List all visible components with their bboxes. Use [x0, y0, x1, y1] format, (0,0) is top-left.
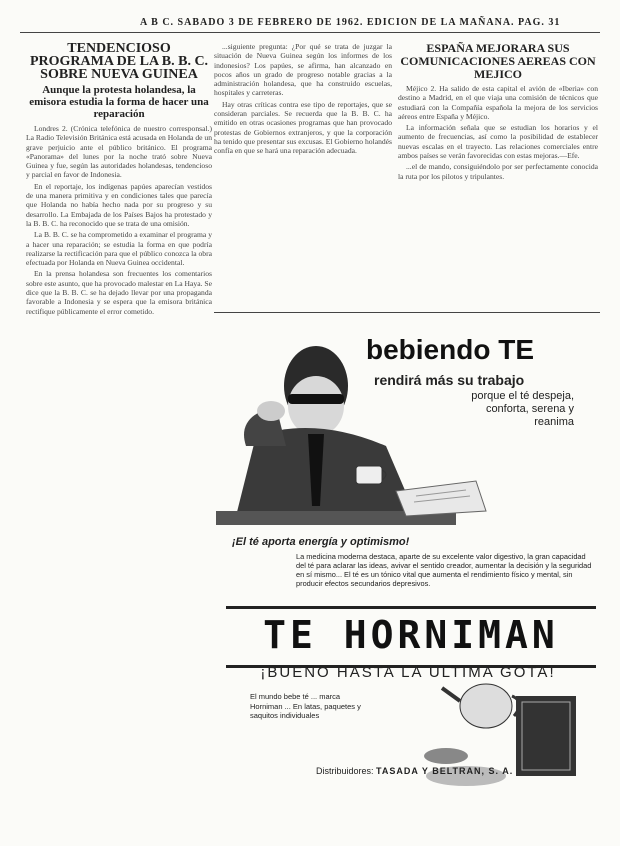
masthead-text: A B C. SABADO 3 DE FEBRERO DE 1962. EDICION DE LA MAÑANA. PAG. 31 [140, 17, 561, 28]
ad-description: La medicina moderna destaca, aparte de su excelente valor digestivo, la gran capacidad del té para aclarar las ideas, avivar el sentido creador, aumentar la decisión y la seguridad en sí mismo... El té es un tónico vital que aumenta el rendimiento físico y mental, sin producir efectos secundarios depresivos. [296, 552, 592, 588]
section-divider [214, 312, 600, 313]
article3-paragraph: ...el de mando, consiguiéndolo por ser perfectamente conocida la ruta por los pilotos y tripulantes. [398, 162, 598, 181]
ad-distributor-name: TASADA Y BELTRAN, S. A. [376, 766, 514, 776]
ad-headline: bebiendo TE [366, 334, 534, 365]
article2-paragraph: Hay otras críticas contra ese tipo de reportajes, que se consideran parciales. Se recuerda que la B. B. C. ha emitido en otras ocasiones programas que han provocado protestas de Gobiernos extranjeros, y que la corporación ha tenido que presentar sus excusas. El Gobierno holandés confía en que se hará una reparación adecuada. [214, 99, 392, 156]
ad-energy-slogan: ¡El té aporta energía y optimismo! [232, 536, 410, 548]
article1-paragraph: Londres 2. (Crónica telefónica de nuestro corresponsal.) La Radio Televisión Británica está acusada en Holanda de un grave perjuicio ante el público británico. El programa «Panorama» del lunes por la noche trató sobre Nueva Guinea y fue, según las autoridades holandesas, tendencioso y parcial en favor de Indonesia. [26, 124, 212, 180]
masthead-rule [20, 32, 600, 33]
article1-headline: TENDENCIOSO PROGRAMA DE LA B. B. C. SOBRE NUEVA GUINEA [29, 42, 209, 82]
article1-paragraph: En el reportaje, los indígenas papúes aparecían vestidos de una manera primitiva y en condiciones tales que parecía que Holanda no había hecho nada por su progreso y su desarrollo. La Embajada de los Países Bajos ha protestado y la B. B. C. ha reconocido que se trata de una omisión. [26, 181, 212, 228]
article-continuation [214, 42, 392, 310]
ad-notes: El mundo bebe té ... marca Horniman ... En latas, paquetes y saquitos individuales [250, 692, 361, 720]
article-mejico [398, 42, 598, 310]
article3-headline: ESPAÑA MEJORARA SUS COMUNICACIONES AEREAS CON MEJICO [400, 42, 596, 81]
article1-paragraph: En la prensa holandesa son frecuentes los comentarios sobre este asunto, que ha provocado malestar en La Haya. Se dice que la B. B. C. se ha dejado llevar por una propaganda favorable a Indonesia y se espera que la emisora británica rectifique públicamente el error cometido. [26, 269, 212, 316]
article2-body [214, 42, 392, 156]
ad-brand-name: TE HORNIMAN [263, 613, 559, 657]
masthead [0, 0, 620, 40]
horniman-tea-ad [216, 316, 600, 836]
article3-body [398, 84, 598, 181]
article1-deck: Aunque la protesta holandesa, la emisora estudia la forma de hacer una reparación [29, 84, 209, 120]
ad-brand-box [226, 606, 596, 668]
ad-slogan: ¡BUENO HASTA LA ULTIMA GOTA! [260, 664, 556, 681]
ad-subheadline: rendirá más su trabajo [374, 372, 525, 388]
article-nueva-guinea [26, 42, 212, 832]
article2-paragraph: ...siguiente pregunta: ¿Por qué se trata de juzgar la situación de Nueva Guinea según los informes de los indonesios? Los papúes, se afirma, han alcanzado en pocos años un grado de progreso notable gracias a la administración holandesa, que ha construido escuelas, hospitales y carreteras. [214, 42, 392, 98]
article1-body [26, 124, 212, 316]
ad-distributor-line [316, 766, 513, 776]
article1-paragraph: La B. B. C. se ha comprometido a examinar el programa y a hacer una reparación; se estudia la forma en que podría realizarse la rectificación para que el público conozca la obra efectuada por Holanda en Nueva Guinea occidental. [26, 230, 212, 268]
ad-distribution-label: Distribuidores: [316, 766, 374, 776]
ad-tagline: porque el té despeja, conforta, serena y reanima [471, 390, 574, 428]
article3-paragraph: La información señala que se estudian los horarios y el aumento de frecuencias, así como la posibilidad de establecer nuevas escalas en el trayecto. Las relaciones comerciales entre ambos países se verán favorecidas con estas mejoras.—Efe. [398, 123, 598, 161]
article3-paragraph: Méjico 2. Ha salido de esta capital el avión de «Iberia» con destino a Madrid, en el que viaja una comisión de técnicos que estudiará con la Compañía española la mejora de los servicios aéreos entre España y Méjico. [398, 84, 598, 121]
